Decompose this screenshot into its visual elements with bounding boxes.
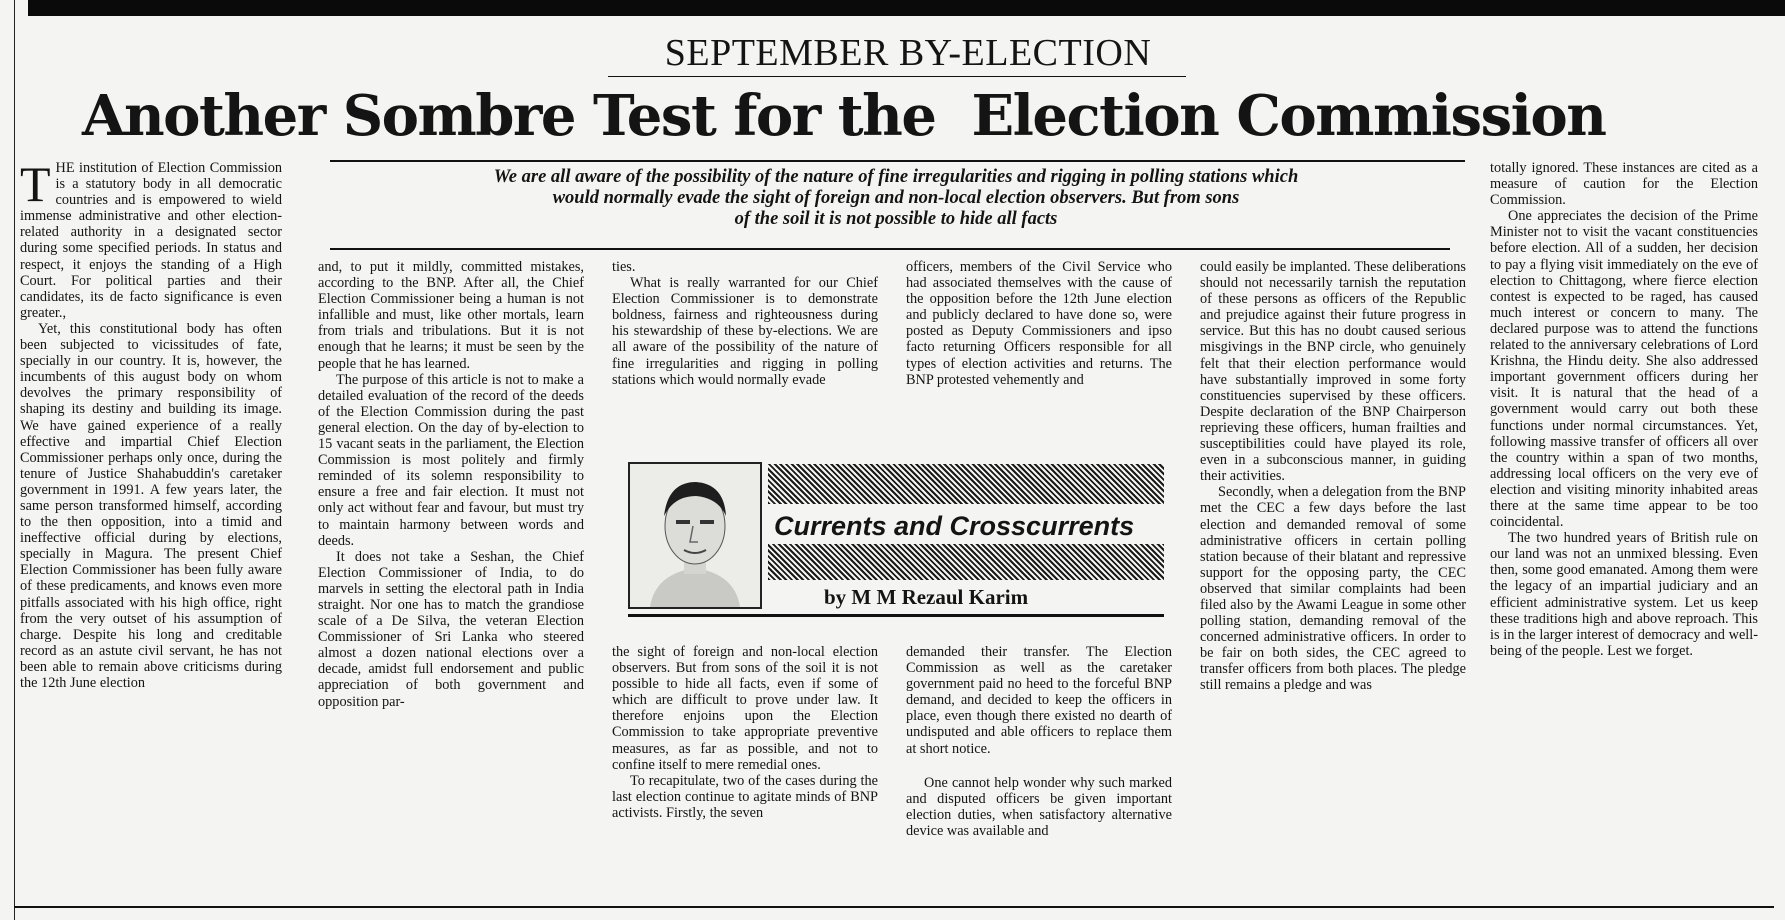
column-6-paragraph: One appreciates the decision of the Prime Minister not to visit the vacant constituencies before election. All of a sudden, her decision to pay a flying visit immediately on the eve of election to Chittagong, where fierce election contest is expected to be raged, has caused much interest or concern to many. The declared purpose was to attend the functions related to the anniversary celebrations of Lord Krishna, the Hindu deity. She also addressed important government officers during her visit. It is natural that the head of a government would carry out both these functions under normal circumstances. Yet, following massive transfer of officers all over the country within a span of two months, addressing local officers on the very eve of election and visiting minority inhabited areas there at the same time appear to be too coincidental.: [1490, 208, 1758, 531]
article-column-1: [20, 156, 282, 691]
column-1-paragraph: Yet, this constitutional body has often been subjected to vicissitudes of fate, specially in our country. It is, however, the incumbents of this august body on whom devolves the primary responsibility of shaping its destiny and building its image. We have gained experience of a really effective and impartial Chief Election Commissioner perhaps only once, during the tenure of Justice Shahabuddin's caretaker government in 1991. A few years later, the same person transformed himself, according to the then opposition, into a timid and ineffective official during by elections, specially in Magura. The present Chief Election Commissioner has been fully aware of these predicaments, and knows even more pitfalls associated with his high office, right from the very outset of his assumption of charge. Despite his long and creditable record as an astute civil servant, he has not been able to remain above criticisms during the 12th June election: [20, 320, 282, 691]
article-column-6: [1490, 160, 1758, 659]
hatched-band-top: [768, 464, 1164, 504]
column-3-paragraph: ties.: [612, 259, 636, 275]
column-3-paragraph: What is really warranted for our Chief Election Commissioner is to demonstrate boldness, fairness and righteousness during his stewardship of these by-elections. We are all aware of the possibility of the nature of fine irregularities and rigging in polling stations which would normally evade: [612, 275, 878, 388]
drop-cap: T: [20, 156, 51, 212]
page-bottom-rule: [14, 906, 1774, 908]
pullquote-top-rule: [330, 160, 1465, 162]
column-4-paragraph: demanded their transfer. The Election Commission as well as the caretaker government paid no heed to the forceful BNP demand, and decided to keep the officers in place, even though there existed no dearth of undisputed and able officers to replace them at short notice.: [906, 644, 1172, 757]
column-1-text: HE institution of Election Commission is a statutory body in all democratic countries and is empowered to wield immense administrative and other election-related authority in a designated sector during some specified periods. In status and respect, it enjoys the standing of a High Court. For political parties and their candidates, its de facto significance is even greater.,: [20, 160, 282, 321]
column-2-paragraph: and, to put it mildly, committed mistakes, according to the BNP. After all, the Chief Election Commissioner being a human is not infallible and must, like other mortals, learn from trials and tribulations. But it is not enough that he learns; it must be seen by the people that he has learned.: [318, 259, 584, 372]
article-column-3-bottom: [612, 644, 878, 821]
pullquote-bottom-rule: [330, 248, 1450, 250]
article-column-4-top: [906, 259, 1172, 388]
article-column-4-bottom: [906, 644, 1172, 839]
page-border-left: [14, 0, 15, 920]
column-4-paragraph: One cannot help wonder why such marked and disputed officers be given important election duties, when satisfactory alternative device was available and: [906, 774, 1172, 839]
kicker-underline: [608, 76, 1186, 77]
byline: by M M Rezaul Karim: [824, 585, 1029, 609]
hatched-band-bottom: [768, 544, 1164, 580]
article-column-3-top: [612, 259, 878, 388]
pullquote: [336, 167, 1456, 230]
column-1-first-paragraph: [20, 156, 282, 321]
column-3-paragraph: To recapitulate, two of the cases during the last election continue to agitate minds of BNP activists. Firstly, the seven: [612, 772, 878, 821]
top-black-bar: [28, 0, 1785, 16]
author-photo: [628, 462, 762, 609]
column-6-paragraph: totally ignored. These instances are cited as a measure of caution for the Election Commission.: [1490, 160, 1758, 209]
headline: Another Sombre Test for the Election Commission: [82, 83, 1606, 149]
column-5-paragraph: Secondly, when a delegation from the BNP met the CEC a few days before the last election and demanded removal of some administrative officers in certain polling station because of their blatant and repressive support for the opposing party, the CEC observed that similar complaints had been filed also by the Awami League in some other polling station, demanding removal of the concerned administrative officers. In order to be fair on both sides, the CEC agreed to transfer officers from both places. The pledge still remains a pledge and was: [1200, 484, 1466, 694]
pullquote-line: We are all aware of the possibility of the nature of fine irregularities and rigging in polling stations which: [493, 167, 1299, 187]
column-2-paragraph: It does not take a Seshan, the Chief Election Commissioner of India, to do marvels in setting the electoral path in India straight. Nor one has to match the grandiose scale of a De Silva, the veteran Election Commissioner of Sri Lanka who steered almost a dozen national elections over a decade, amidst full endorsement and public appreciation of both government and opposition par-: [318, 548, 584, 710]
author-portrait-icon: [630, 464, 760, 607]
pullquote-line: of the soil it is not possible to hide all facts: [734, 209, 1058, 229]
pullquote-line: would normally evade the sight of foreign and non-local election observers. But from sons: [552, 188, 1240, 208]
byline-box: [628, 462, 1164, 612]
column-series-title: Currents and Crosscurrents: [774, 511, 1135, 541]
column-5-paragraph: could easily be implanted. These deliberations should not necessarily tarnish the reputation of these persons as officers of the Republic and prejudice against their future progress in service. But this has no doubt caused serious misgivings in the BNP circle, who genuinely felt that their election performance would have substantially improved in some forty constituencies supervised by these officers. Despite declaration of the BNP Chairperson reprieving these officers, human frailties and susceptibilities could have played its role, even in a subconscious manner, in guiding their activities.: [1200, 259, 1466, 485]
column-4-paragraph: officers, members of the Civil Service who had associated themselves with the cause of the opposition before the 12th June election and publicly declared to have done so, were posted as Deputy Commissioners and ipso facto returning Officers responsible for all types of election activities and returns. The BNP protested vehemently and: [906, 259, 1172, 388]
kicker-heading: SEPTEMBER BY-ELECTION: [664, 32, 1152, 74]
article-column-2: [318, 259, 584, 710]
article-column-5: [1200, 259, 1466, 694]
byline-rule: [628, 614, 1164, 617]
column-2-paragraph: The purpose of this article is not to make a detailed evaluation of the record of the deeds of the Election Commission during the past general election. On the day of by-election to 15 vacant seats in the parliament, the Election Commission is most politely and firmly reminded of its solemn responsibility to ensure a free and fair election. It must not only act without fear and favour, but must try to maintain harmony between words and deeds.: [318, 371, 584, 549]
column-3-paragraph: the sight of foreign and non-local election observers. But from sons of the soil it is not possible to hide all facts, even if some of which are difficult to prove under law. It therefore enjoins upon the Election Commission to take appropriate preventive measures, as far as possible, and not to confine itself to mere remedial ones.: [612, 644, 878, 773]
column-6-paragraph: The two hundred years of British rule on our land was not an unmixed blessing. Even then, some good emanated. Among them were the legacy of an impartial judiciary and an efficient administrative system. Let us keep these traditions high and above reproach. This is in the larger interest of democracy and well-being of the people. Lest we forget.: [1490, 530, 1758, 659]
